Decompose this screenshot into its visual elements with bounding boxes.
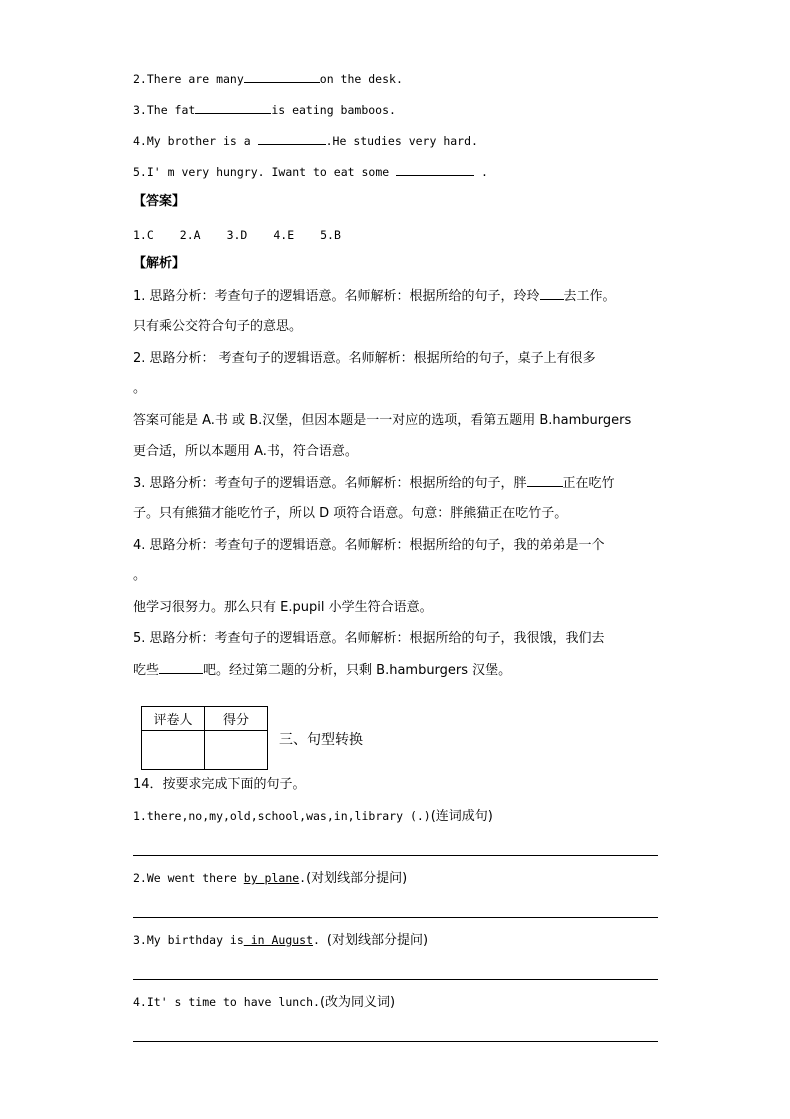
analysis-5-line1: 5. 思路分析：考查句子的逻辑语意。名师解析：根据所给的句子，我很饿，我们去	[133, 631, 605, 646]
underlined-phrase: by plane	[243, 871, 300, 885]
q14-item-1: 1.there,no,my,old,school,was,in,library (.)(连词成句)	[133, 809, 493, 824]
answer-line-2[interactable]	[133, 917, 658, 918]
answer-line-1[interactable]	[133, 855, 658, 856]
fill-blank	[244, 70, 320, 83]
answer-list	[133, 226, 367, 244]
underlined-phrase: in August	[243, 933, 314, 947]
analysis-2-line2: 。	[133, 381, 147, 396]
analysis-4-line2: 。	[133, 568, 147, 583]
analysis-1-line1: 1. 思路分析：考查句子的逻辑语意。名师解析：根据所给的句子，玲玲 去工作。	[133, 289, 616, 304]
analysis-3-line2: 子。只有熊猫才能吃竹子，所以 D 项符合语意。句意：胖熊猫正在吃竹子。	[133, 506, 568, 521]
exercise-2: 2.There are many on the desk.	[133, 72, 403, 86]
exercise-5: 5.I' m very hungry. Iwant to eat some .	[133, 165, 488, 179]
score-header: 得分	[205, 707, 268, 731]
reviewer-cell[interactable]	[142, 731, 205, 770]
answer-item: 1.C	[133, 228, 154, 242]
q14-item-2: 2.We went there by plane.(对划线部分提问)	[133, 871, 408, 886]
question-14-instruction: 14．按要求完成下面的句子。	[133, 777, 306, 792]
score-cell[interactable]	[205, 731, 268, 770]
answer-line-4[interactable]	[133, 1041, 658, 1042]
answer-item: 2.A	[179, 228, 201, 242]
fill-blank	[195, 101, 271, 114]
q14-item-3: 3.My birthday is in August. (对划线部分提问)	[133, 933, 429, 948]
reviewer-header: 评卷人	[142, 707, 205, 731]
analysis-3-line1: 3. 思路分析：考查句子的逻辑语意。名师解析：根据所给的句子，胖 正在吃竹	[133, 476, 615, 491]
analysis-2-line1: 2. 思路分析： 考查句子的逻辑语意。名师解析：根据所给的句子，桌子上有很多	[133, 351, 596, 366]
answer-line-3[interactable]	[133, 979, 658, 980]
analysis-heading: 【解析】	[133, 256, 186, 271]
analysis-4-line1: 4. 思路分析：考查句子的逻辑语意。名师解析：根据所给的句子，我的弟弟是一个	[133, 538, 605, 553]
q14-item-4: 4.It' s time to have lunch.(改为同义词)	[133, 995, 396, 1010]
exercise-3: 3.The fat is eating bamboos.	[133, 103, 396, 117]
fill-blank	[527, 474, 563, 487]
answer-item: 5.B	[320, 228, 341, 242]
fill-blank	[396, 163, 474, 176]
fill-blank	[159, 661, 203, 674]
analysis-2-line4: 更合适，所以本题用 A.书，符合语意。	[133, 444, 358, 459]
section-title: 三、句型转换	[279, 732, 363, 748]
fill-blank	[540, 287, 564, 300]
exercise-4: 4.My brother is a .He studies very hard.	[133, 134, 478, 148]
fill-blank	[258, 132, 326, 145]
analysis-5-line2: 吃些 吧。经过第二题的分析，只剩 B.hamburgers 汉堡。	[133, 663, 512, 678]
answer-item: 4.E	[273, 228, 295, 242]
answer-heading: 【答案】	[133, 194, 186, 209]
score-table	[141, 706, 268, 770]
analysis-2-line3: 答案可能是 A.书 或 B.汉堡，但因本题是一一对应的选项，看第五题用 B.hamburgers	[133, 413, 632, 428]
analysis-4-line3: 他学习很努力。那么只有 E.pupil 小学生符合语意。	[133, 600, 433, 615]
analysis-1-line2: 只有乘公交符合句子的意思。	[133, 319, 303, 334]
answer-item: 3.D	[226, 228, 248, 242]
